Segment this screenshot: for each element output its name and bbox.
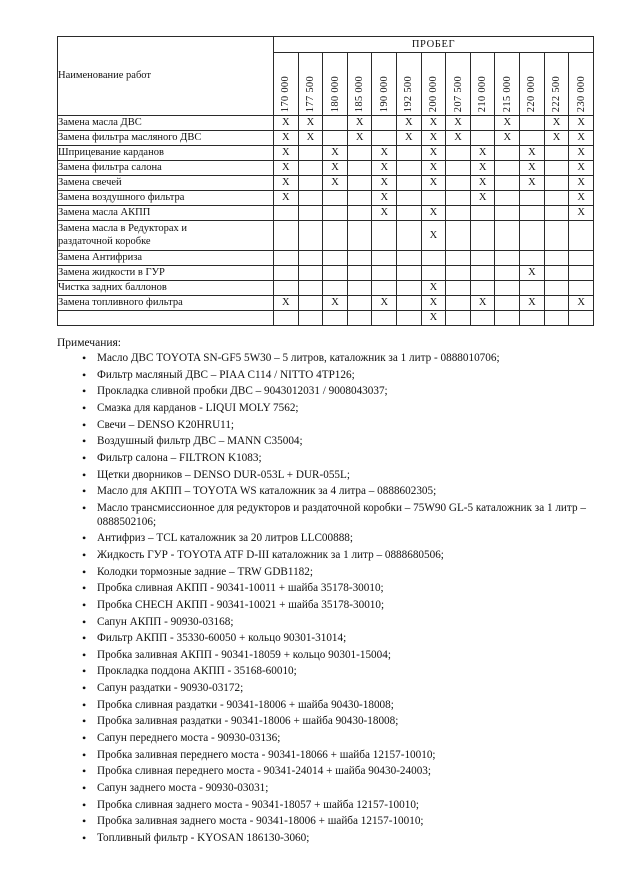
- empty-cell: [298, 296, 323, 311]
- service-mark-cell: X: [520, 161, 545, 176]
- service-mark-cell: X: [347, 116, 372, 131]
- table-row: [58, 191, 594, 206]
- service-mark-cell: X: [274, 176, 299, 191]
- mileage-label: 190 000: [378, 75, 390, 112]
- table-row: [58, 131, 594, 146]
- column-header-work-name: Наименование работ: [58, 37, 274, 116]
- empty-cell: [446, 311, 471, 326]
- empty-cell: [274, 311, 299, 326]
- empty-cell: [298, 221, 323, 251]
- service-mark-cell: X: [569, 296, 594, 311]
- empty-cell: [495, 311, 520, 326]
- empty-cell: [347, 191, 372, 206]
- service-mark-cell: X: [372, 161, 397, 176]
- service-mark-cell: X: [274, 116, 299, 131]
- empty-cell: [347, 146, 372, 161]
- empty-cell: [298, 191, 323, 206]
- empty-cell: [446, 206, 471, 221]
- empty-cell: [446, 296, 471, 311]
- empty-cell: [397, 191, 422, 206]
- empty-cell: [470, 281, 495, 296]
- empty-cell: [544, 281, 569, 296]
- empty-cell: [323, 191, 348, 206]
- work-name-line: Замена масла в Редукторах и: [58, 222, 188, 234]
- service-mark-cell: X: [323, 161, 348, 176]
- service-mark-cell: X: [421, 146, 446, 161]
- service-mark-cell: X: [372, 146, 397, 161]
- empty-cell: [274, 206, 299, 221]
- service-mark-cell: X: [298, 131, 323, 146]
- empty-cell: [520, 206, 545, 221]
- note-item: • Пробка CHECH АКПП - 90341-10021 + шайба 35178-30010;: [57, 599, 594, 613]
- service-mark-cell: X: [544, 131, 569, 146]
- column-header-mileage: [544, 53, 569, 116]
- note-item: • Пробка сливная переднего моста - 90341-24014 + шайба 90430-24003;: [57, 765, 594, 779]
- empty-cell: [298, 146, 323, 161]
- empty-cell: [495, 266, 520, 281]
- note-item: • Топливный фильтр - KYOSAN 186130-3060;: [57, 832, 594, 846]
- note-item: • Сапун заднего моста - 90930-03031;: [57, 782, 594, 796]
- note-item: • Свечи – DENSO K20HRU11;: [57, 419, 594, 433]
- column-header-mileage: [470, 53, 495, 116]
- mileage-label: 185 000: [354, 75, 366, 112]
- empty-cell: [569, 281, 594, 296]
- empty-cell: [446, 191, 471, 206]
- service-mark-cell: X: [495, 131, 520, 146]
- table-row: [58, 161, 594, 176]
- service-mark-cell: X: [421, 281, 446, 296]
- service-mark-cell: X: [470, 146, 495, 161]
- mileage-label: 170 000: [280, 75, 292, 112]
- service-mark-cell: X: [372, 296, 397, 311]
- empty-cell: [274, 266, 299, 281]
- column-header-mileage: [569, 53, 594, 116]
- empty-cell: [421, 266, 446, 281]
- service-mark-cell: X: [298, 116, 323, 131]
- empty-cell: [446, 281, 471, 296]
- work-name-line: раздаточной коробке: [58, 235, 151, 247]
- note-item: • Пробка заливная АКПП - 90341-18059 + кольцо 90301-15004;: [57, 649, 594, 663]
- note-item: • Пробка заливная раздатки - 90341-18006 + шайба 90430-18008;: [57, 715, 594, 729]
- empty-cell: [347, 311, 372, 326]
- empty-cell: [298, 311, 323, 326]
- empty-cell: [298, 161, 323, 176]
- note-item: • Масло для АКПП – TOYOTA WS каталожник за 4 литра – 0888602305;: [57, 485, 594, 499]
- empty-cell: [520, 221, 545, 251]
- empty-cell: [372, 266, 397, 281]
- table-row: [58, 266, 594, 281]
- empty-cell: [372, 281, 397, 296]
- empty-cell: [495, 191, 520, 206]
- service-mark-cell: X: [421, 311, 446, 326]
- service-mark-cell: X: [520, 266, 545, 281]
- empty-cell: [495, 281, 520, 296]
- empty-cell: [397, 266, 422, 281]
- empty-cell: [544, 176, 569, 191]
- table-row: [58, 251, 594, 266]
- service-mark-cell: X: [470, 176, 495, 191]
- empty-cell: [274, 221, 299, 251]
- empty-cell: [274, 281, 299, 296]
- note-item: • Жидкость ГУР - TOYOTA ATF D-III каталожник за 1 литр – 0888680506;: [57, 549, 594, 563]
- work-name-cell: Замена жидкости в ГУР: [58, 266, 274, 281]
- service-mark-cell: X: [347, 131, 372, 146]
- service-mark-cell: X: [372, 206, 397, 221]
- empty-cell: [495, 146, 520, 161]
- service-mark-cell: X: [569, 146, 594, 161]
- service-mark-cell: X: [323, 146, 348, 161]
- empty-cell: [372, 311, 397, 326]
- table-row: [58, 146, 594, 161]
- empty-cell: [347, 221, 372, 251]
- empty-cell: [397, 176, 422, 191]
- service-mark-cell: X: [421, 116, 446, 131]
- service-mark-cell: X: [470, 296, 495, 311]
- work-name-cell: Чистка задних баллонов: [58, 281, 274, 296]
- work-name-cell: Замена фильтра салона: [58, 161, 274, 176]
- service-mark-cell: X: [520, 176, 545, 191]
- empty-cell: [347, 251, 372, 266]
- maintenance-schedule-table: [57, 36, 594, 326]
- table-row: [58, 221, 594, 251]
- empty-cell: [495, 176, 520, 191]
- service-mark-cell: X: [421, 131, 446, 146]
- note-item: • Пробка сливная заднего моста - 90341-18057 + шайба 12157-10010;: [57, 799, 594, 813]
- service-mark-cell: X: [569, 176, 594, 191]
- empty-cell: [446, 176, 471, 191]
- service-mark-cell: X: [495, 116, 520, 131]
- mileage-label: 220 000: [526, 75, 538, 112]
- column-header-mileage: [323, 53, 348, 116]
- empty-cell: [544, 251, 569, 266]
- work-name-cell: Замена Антифриза: [58, 251, 274, 266]
- mileage-label: 215 000: [501, 75, 513, 112]
- empty-cell: [520, 251, 545, 266]
- empty-cell: [421, 251, 446, 266]
- empty-cell: [446, 146, 471, 161]
- work-name-cell: Замена масла ДВС: [58, 116, 274, 131]
- empty-cell: [298, 176, 323, 191]
- note-item: • Масло ДВС TOYOTA SN-GF5 5W30 – 5 литров, каталожник за 1 литр - 0888010706;: [57, 352, 594, 366]
- empty-cell: [323, 131, 348, 146]
- empty-cell: [544, 296, 569, 311]
- note-item: • Прокладка поддона АКПП - 35168-60010;: [57, 665, 594, 679]
- empty-cell: [520, 311, 545, 326]
- work-name-cell: Замена воздушного фильтра: [58, 191, 274, 206]
- note-item: • Сапун раздатки - 90930-03172;: [57, 682, 594, 696]
- empty-cell: [520, 191, 545, 206]
- empty-cell: [544, 146, 569, 161]
- empty-cell: [397, 251, 422, 266]
- empty-cell: [323, 251, 348, 266]
- mileage-label: 180 000: [329, 75, 341, 112]
- note-item: • Воздушный фильтр ДВС – MANN C35004;: [57, 435, 594, 449]
- note-item: • Пробка заливная заднего моста - 90341-18006 + шайба 12157-10010;: [57, 815, 594, 829]
- empty-cell: [446, 161, 471, 176]
- table-row: [58, 116, 594, 131]
- service-mark-cell: X: [421, 161, 446, 176]
- note-item: • Колодки тормозные задние – TRW GDB1182;: [57, 566, 594, 580]
- column-header-mileage: [421, 53, 446, 116]
- empty-cell: [397, 221, 422, 251]
- mileage-label: 210 000: [477, 75, 489, 112]
- service-mark-cell: X: [421, 221, 446, 251]
- column-header-mileage: [274, 53, 299, 116]
- table-row: [58, 206, 594, 221]
- column-header-mileage: [372, 53, 397, 116]
- service-mark-cell: X: [520, 146, 545, 161]
- mileage-label: 177 500: [304, 75, 316, 112]
- notes-list: [57, 352, 594, 846]
- work-name-cell: Шприцевание карданов: [58, 146, 274, 161]
- empty-cell: [470, 311, 495, 326]
- note-item: • Масло трансмиссионное для редукторов и раздаточной коробки – 75W90 GL-5 каталожник за 1 литр – 0888502106;: [57, 502, 594, 529]
- note-item: • Щетки дворников – DENSO DUR-053L + DUR-055L;: [57, 469, 594, 483]
- empty-cell: [544, 206, 569, 221]
- service-mark-cell: X: [323, 296, 348, 311]
- empty-cell: [495, 296, 520, 311]
- empty-cell: [397, 146, 422, 161]
- service-mark-cell: X: [323, 176, 348, 191]
- empty-cell: [421, 191, 446, 206]
- empty-cell: [569, 251, 594, 266]
- mileage-label: 192 500: [403, 75, 415, 112]
- table-row: [58, 281, 594, 296]
- empty-cell: [372, 251, 397, 266]
- service-mark-cell: X: [274, 146, 299, 161]
- note-item: • Пробка сливная АКПП - 90341-10011 + шайба 35178-30010;: [57, 582, 594, 596]
- note-item: • Смазка для карданов - LIQUI MOLY 7562;: [57, 402, 594, 416]
- service-mark-cell: X: [569, 206, 594, 221]
- service-mark-cell: X: [569, 191, 594, 206]
- column-header-mileage: [347, 53, 372, 116]
- mileage-label: 207 500: [452, 75, 464, 112]
- empty-cell: [347, 161, 372, 176]
- work-name-cell: Замена масла АКПП: [58, 206, 274, 221]
- empty-cell: [372, 221, 397, 251]
- service-mark-cell: X: [470, 161, 495, 176]
- empty-cell: [446, 221, 471, 251]
- empty-cell: [347, 296, 372, 311]
- service-mark-cell: X: [274, 131, 299, 146]
- empty-cell: [446, 266, 471, 281]
- column-header-mileage: [495, 53, 520, 116]
- empty-cell: [495, 206, 520, 221]
- service-mark-cell: X: [446, 116, 471, 131]
- empty-cell: [446, 251, 471, 266]
- work-name-cell: [58, 311, 274, 326]
- note-item: • Фильтр салона – FILTRON K1083;: [57, 452, 594, 466]
- table-head-row-group: [58, 37, 594, 53]
- empty-cell: [520, 116, 545, 131]
- note-item: • Прокладка сливной пробки ДВС – 9043012031 / 9008043037;: [57, 385, 594, 399]
- table-head: [58, 37, 594, 116]
- table-row: [58, 311, 594, 326]
- service-mark-cell: X: [372, 191, 397, 206]
- column-header-mileage: [446, 53, 471, 116]
- work-name-cell: Замена топливного фильтра: [58, 296, 274, 311]
- note-item: • Сапун АКПП - 90930-03168;: [57, 616, 594, 630]
- empty-cell: [323, 206, 348, 221]
- empty-cell: [397, 161, 422, 176]
- empty-cell: [298, 266, 323, 281]
- service-mark-cell: X: [372, 176, 397, 191]
- empty-cell: [397, 311, 422, 326]
- table-row: [58, 296, 594, 311]
- empty-cell: [347, 281, 372, 296]
- empty-cell: [544, 221, 569, 251]
- empty-cell: [298, 251, 323, 266]
- service-mark-cell: X: [421, 176, 446, 191]
- mileage-label: 230 000: [575, 75, 587, 112]
- mileage-label: 200 000: [427, 75, 439, 112]
- empty-cell: [298, 281, 323, 296]
- empty-cell: [397, 296, 422, 311]
- empty-cell: [520, 131, 545, 146]
- empty-cell: [323, 116, 348, 131]
- service-mark-cell: X: [397, 116, 422, 131]
- empty-cell: [544, 161, 569, 176]
- empty-cell: [347, 176, 372, 191]
- work-name-cell: [58, 221, 274, 251]
- service-mark-cell: X: [569, 161, 594, 176]
- empty-cell: [569, 266, 594, 281]
- service-mark-cell: X: [520, 296, 545, 311]
- service-mark-cell: X: [569, 116, 594, 131]
- empty-cell: [544, 266, 569, 281]
- empty-cell: [372, 116, 397, 131]
- service-mark-cell: X: [274, 161, 299, 176]
- empty-cell: [544, 311, 569, 326]
- service-mark-cell: X: [470, 191, 495, 206]
- empty-cell: [569, 221, 594, 251]
- empty-cell: [347, 266, 372, 281]
- note-item: • Сапун переднего моста - 90930-03136;: [57, 732, 594, 746]
- empty-cell: [323, 281, 348, 296]
- notes-title: Примечания:: [57, 337, 121, 349]
- empty-cell: [323, 266, 348, 281]
- note-item: • Пробка сливная раздатки - 90341-18006 + шайба 90430-18008;: [57, 699, 594, 713]
- empty-cell: [520, 281, 545, 296]
- empty-cell: [470, 251, 495, 266]
- empty-cell: [372, 131, 397, 146]
- empty-cell: [470, 131, 495, 146]
- service-mark-cell: X: [397, 131, 422, 146]
- empty-cell: [323, 311, 348, 326]
- empty-cell: [495, 251, 520, 266]
- empty-cell: [397, 206, 422, 221]
- column-header-mileage: [397, 53, 422, 116]
- service-mark-cell: X: [274, 191, 299, 206]
- mileage-label: 222 500: [551, 75, 562, 112]
- column-header-mileage: [520, 53, 545, 116]
- service-mark-cell: X: [421, 206, 446, 221]
- work-name-cell: Замена свечей: [58, 176, 274, 191]
- service-mark-cell: X: [544, 116, 569, 131]
- empty-cell: [470, 206, 495, 221]
- service-mark-cell: X: [274, 296, 299, 311]
- empty-cell: [298, 206, 323, 221]
- empty-cell: [274, 251, 299, 266]
- table-body: [58, 116, 594, 326]
- column-header-mileage-group: ПРОБЕГ: [274, 37, 594, 53]
- empty-cell: [470, 116, 495, 131]
- column-header-mileage: [298, 53, 323, 116]
- table-row: [58, 176, 594, 191]
- note-item: • Антифриз – TCL каталожник за 20 литров LLC00888;: [57, 532, 594, 546]
- empty-cell: [470, 266, 495, 281]
- note-item: • Пробка заливная переднего моста - 90341-18066 + шайба 12157-10010;: [57, 749, 594, 763]
- work-name-cell: Замена фильтра масляного ДВС: [58, 131, 274, 146]
- service-mark-cell: X: [446, 131, 471, 146]
- empty-cell: [347, 206, 372, 221]
- empty-cell: [397, 281, 422, 296]
- empty-cell: [495, 161, 520, 176]
- empty-cell: [544, 191, 569, 206]
- service-mark-cell: X: [421, 296, 446, 311]
- empty-cell: [569, 311, 594, 326]
- empty-cell: [495, 221, 520, 251]
- service-mark-cell: X: [569, 131, 594, 146]
- empty-cell: [470, 221, 495, 251]
- note-item: • Фильтр масляный ДВС – PIAA C114 / NITTO 4TP126;: [57, 369, 594, 383]
- empty-cell: [323, 221, 348, 251]
- note-item: • Фильтр АКПП - 35330-60050 + кольцо 90301-31014;: [57, 632, 594, 646]
